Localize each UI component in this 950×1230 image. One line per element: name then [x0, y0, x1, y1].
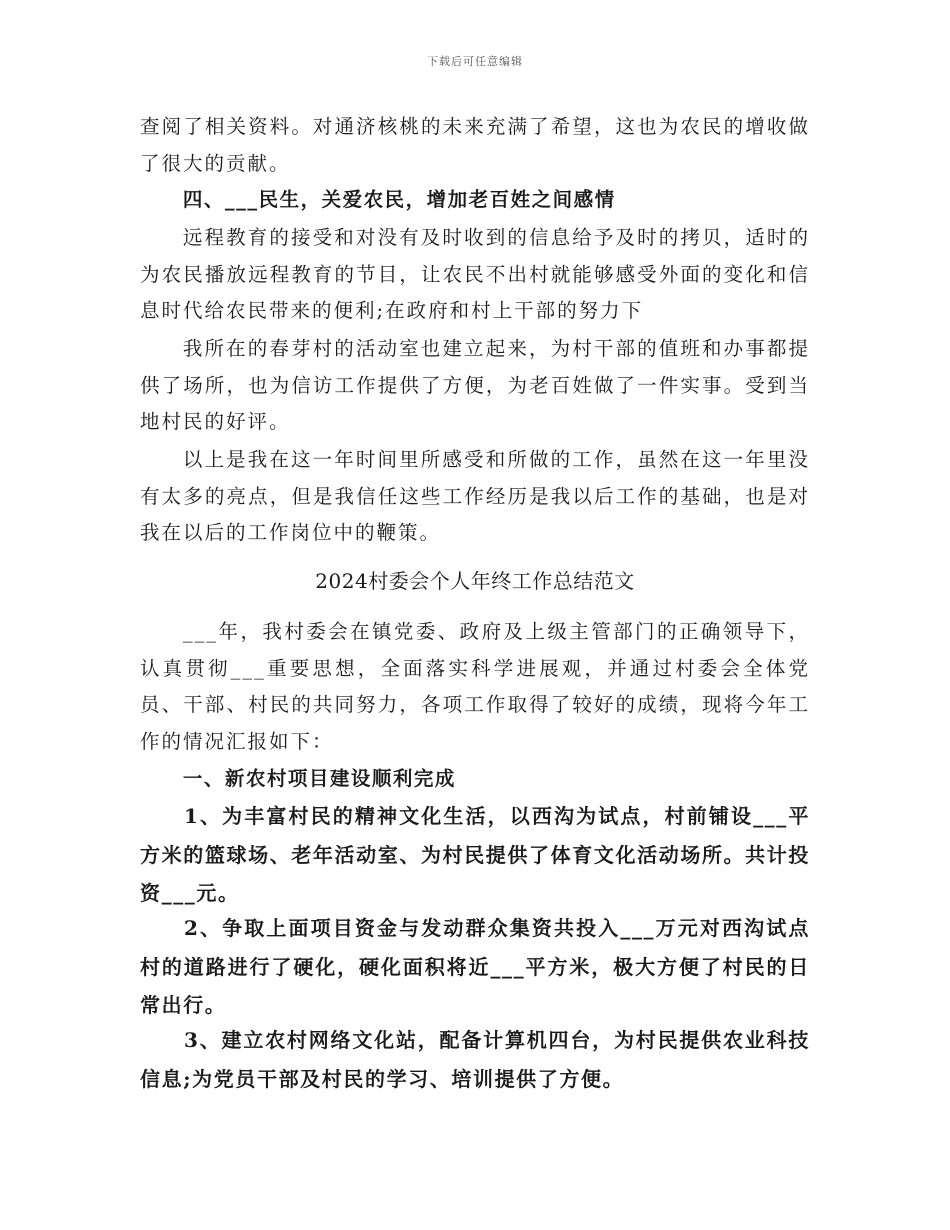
paragraph-intro: ___年，我村委会在镇党委、政府及上级主管部门的正确领导下，认真贯彻___重要思想，全面落实科学进展观，并通过村委会全体党员、干部、村民的共同努力，各项工作取得了较好的成绩，现将今年工作的情况汇报如下： — [140, 620, 810, 753]
list-item-2: 2、争取上面项目资金与发动群众集资共投入___万元对西沟试点村的道路进行了硬化，硬化面积将近___平方米，极大方便了村民的日常出行。 — [140, 916, 810, 1017]
paragraph-remote-education: 远程教育的接受和对没有及时收到的信息给予及时的拷贝，适时的为农民播放远程教育的节目，让农民不出村就能够感受外面的变化和信息时代给农民带来的便利;在政府和村上干部的努力下 — [140, 226, 810, 322]
list-item-3: 3、建立农村网络文化站，配备计算机四台，为村民提供农业科技信息;为党员干部及村民的学习、培训提供了方便。 — [140, 1028, 810, 1091]
paragraph-summary: 以上是我在这一年时间里所感受和所做的工作，虽然在这一年里没有太多的亮点，但是我信任这些工作经历是我以后工作的基础，也是对我在以后的工作岗位中的鞭策。 — [140, 448, 810, 544]
section-heading-1: 一、新农村项目建设顺利完成 — [182, 767, 456, 790]
section-heading-4: 四、___民生，关爱农民，增加老百姓之间感情 — [182, 188, 616, 211]
list-item-1: 1、为丰富村民的精神文化生活，以西沟为试点，村前铺设___平方米的篮球场、老年活动室、为村民提供了体育文化活动场所。共计投资___元。 — [140, 804, 810, 905]
page-header-note: 下载后可任意编辑 — [427, 55, 523, 68]
paragraph-continuation: 查阅了相关资料。对通济核桃的未来充满了希望，这也为农民的增收做了很大的贡献。 — [140, 115, 810, 175]
paragraph-activity-room: 我所在的春芽村的活动室也建立起来，为村干部的值班和办事都提供了场所，也为信访工作提供了方便，为老百姓做了一件实事。受到当地村民的好评。 — [140, 337, 810, 433]
document-title: 2024村委会个人年终工作总结范文 — [315, 569, 635, 593]
